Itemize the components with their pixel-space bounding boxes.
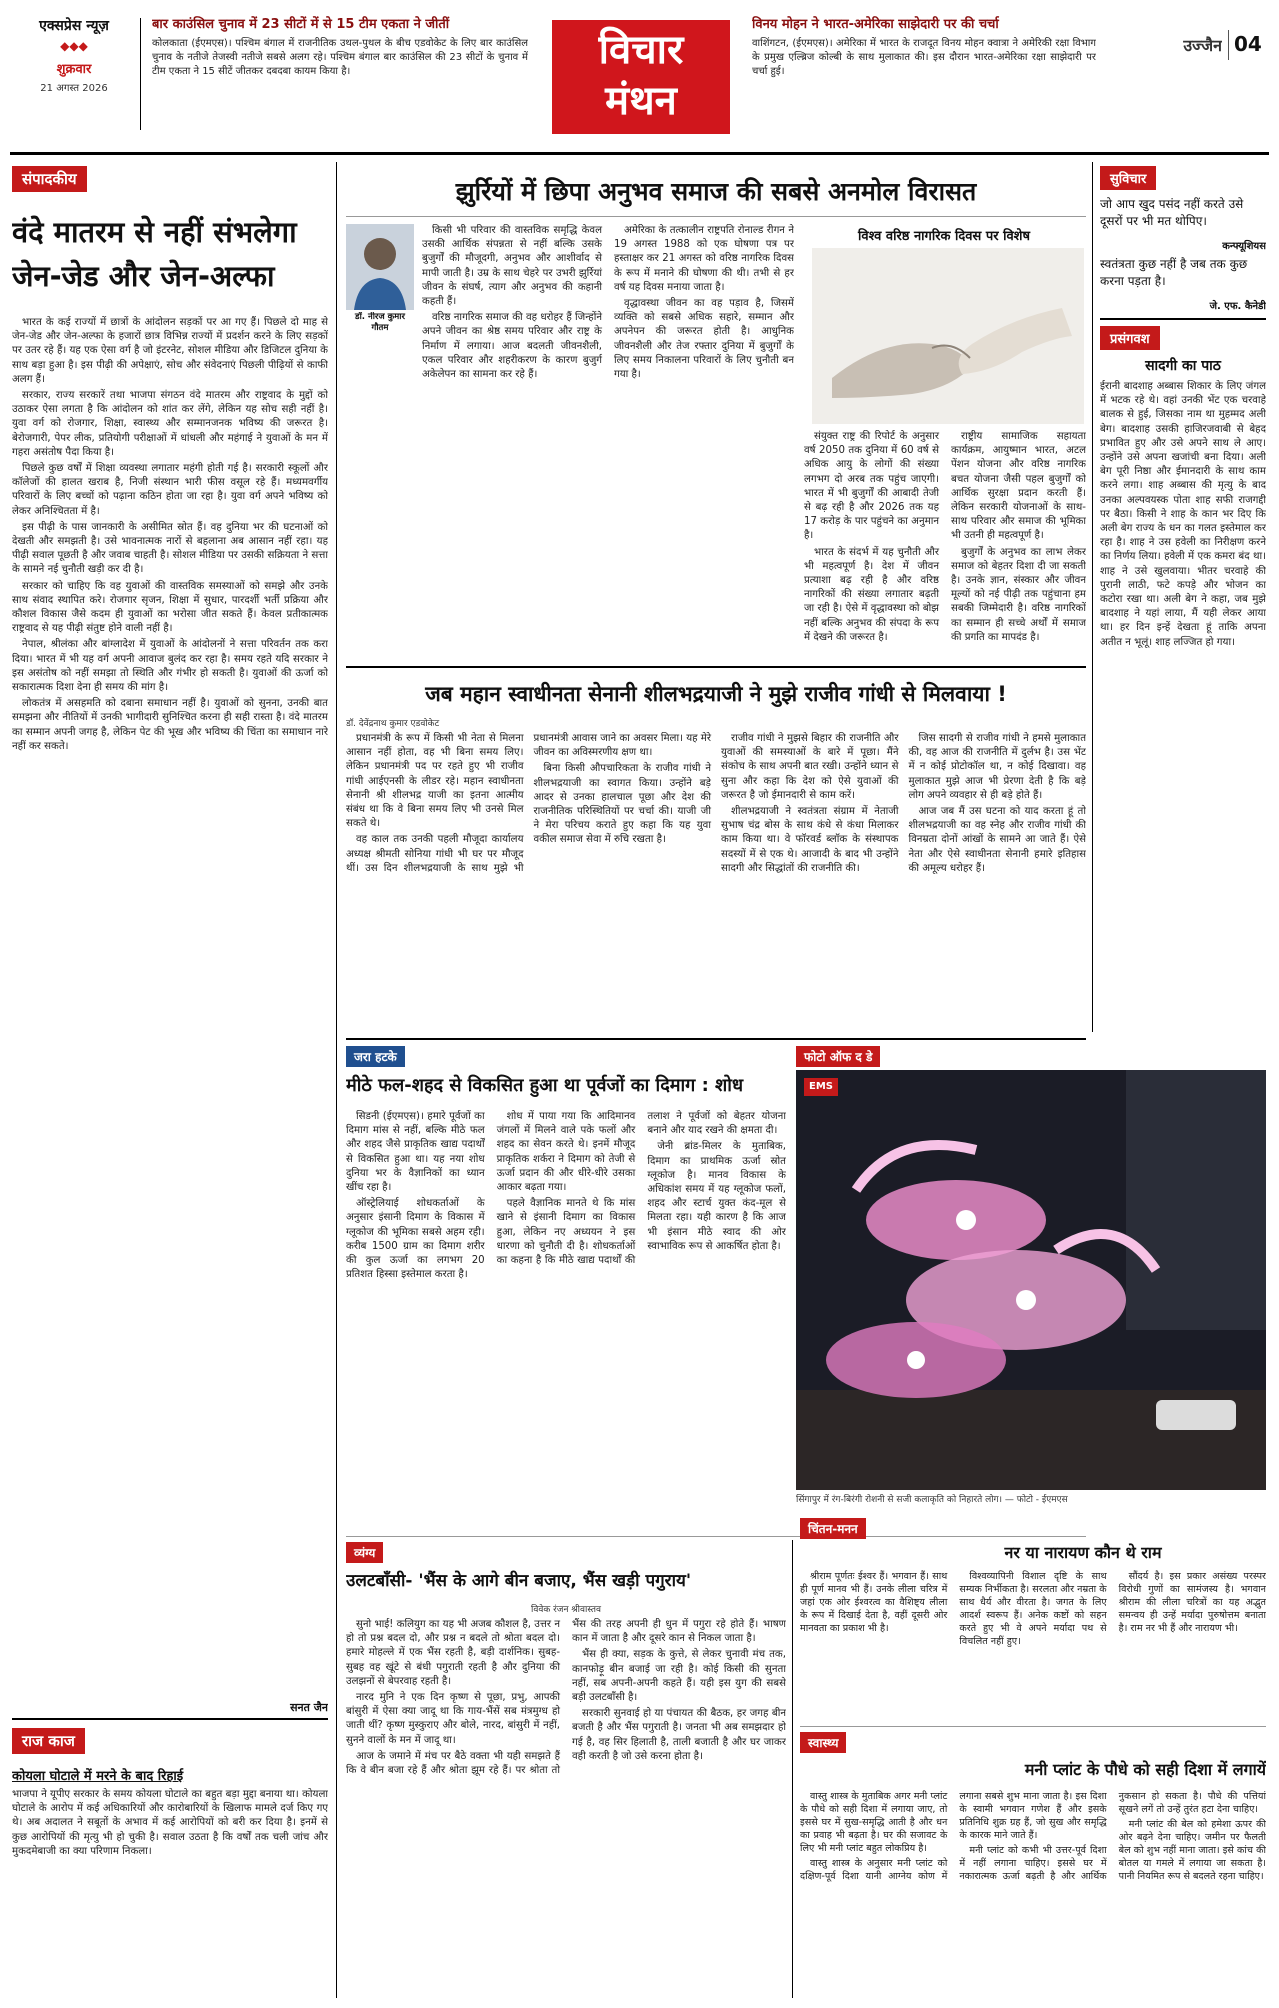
swasthya-paragraph: मनी प्लांट की बेल को हमेशा ऊपर की ओर बढ़ने देना चाहिए। जमीन पर फैलती बेल को शुभ नहीं माना जाता। इसे कांच की बोतल या गमले में लगाया जा सकता है। पानी नियमित रूप से बदलते रहना चाहिए।: [1118, 1819, 1266, 1882]
feature-kicker: विश्व वरिष्ठ नागरिक दिवस पर विशेष: [857, 229, 1031, 244]
editorial-paragraph: सरकार को चाहिए कि वह युवाओं की वास्तविक समस्याओं को समझे और उनके साथ संवाद स्थापित करे। रोजगार सृजन, शिक्षा में सुधार, पारदर्शी भर्ती प्रक्रिया और कौशल विकास जैसे कदम ही युवाओं का भरोसा जीत सकते हैं। केवल प्रतीकात्मक राष्ट्रवाद से यह पीढ़ी संतुष्ट होने वाली नहीं है।: [12, 580, 328, 635]
feature-author-name: डॉ. नीरज कुमार गौतम: [355, 312, 405, 333]
suvichar-author-1: कन्फ्यूशियस: [1222, 241, 1266, 252]
swasthya-headline: मनी प्लांट के पौधे को सही दिशा में लगायें: [1024, 1760, 1266, 1779]
suvichar-quote-2: स्वतंत्रता कुछ नहीं है जब तक कुछ करना पड़ता है।: [1100, 257, 1248, 288]
feature-paragraph: बुजुर्गों के अनुभव का लाभ लेकर समाज को बेहतर दिशा दी जा सकती है। उनके ज्ञान, संस्कार और जीवन मूल्यों को नई पीढ़ी तक पहुंचाना हम सबकी जिम्मेदारी है। वरिष्ठ नागरिकों का सम्मान ही सच्चे अर्थों में समाज की प्रगति का मापदंड है।: [951, 546, 1086, 643]
section-title-line2: मंथन: [605, 78, 677, 124]
second-lead-paragraph: आज जब मैं उस घटना को याद करता हूं तो शीलभद्रयाजी का वह स्नेह और राजीव गांधी की विनम्रता दोनों आंखों के सामने आ जाते हैं। ऐसे नेता और ऐसे स्वाधीनता सेनानी हमारे इतिहास की अमूल्य धरोहर हैं।: [908, 806, 1086, 874]
chintan-headline: नर या नारायण कौन थे राम: [1004, 1543, 1162, 1562]
vyang-tag: व्यंग्य: [346, 1542, 383, 1563]
pink-light-sculpture-illustration-icon: [796, 1070, 1266, 1490]
prasangvash-text: ईरानी बादशाह अब्बास शिकार के लिए जंगल में भटक रहे थे। वहां उनकी भेंट एक चरवाहे बालक से हुई, जिसका नाम था मुहम्मद अली बेग। बादशाह उसकी हाजिरजवाबी से बेहद प्रभावित हुए और उसे अपने साथ ले आए। उन्होंने उसे अपना खजांची बना दिया। अली बेग पूरी निष्ठा और ईमानदारी के साथ काम करने लगा। शाह अब्बास की मृत्यु के बाद उनका अल्पवयस्क पोता शाह सफी राजगद्दी पर बैठा। किसी ने शाह के कान भर दिए कि अली बेग राज्य के धन का गलत इस्तेमाल कर रहा है। शाह ने उस हवेली का निरीक्षण करने का निर्णय लिया। हवेली में एक कमरा बंद था। शाह ने उसे खुलवाया। भीतर चरवाहे की पुरानी लाठी, फटे कपड़े और भोजन का कटोरा रखा था। अली बेग ने कहा, जब मुझे बादशाह ने यहां लाया, मैं यही लेकर आया था। हर दिन इन्हें देखता हूं ताकि अपना अतीत न भूलूं। शाह लज्जित हो गया।: [1100, 381, 1266, 648]
vyang-paragraph: नारद मुनि ने एक दिन कृष्ण से पूछा, प्रभु, आपकी बांसुरी में ऐसा क्या जादू था कि गाय-भैंसें सब मंत्रमुग्ध हो जाती थीं? कृष्ण मुस्कुराए और बोले, नारद, बांसुरी में नहीं, सुनने वालों के मन में जादू था।: [346, 1692, 560, 1746]
brief-left-title: बार काउंसिल चुनाव में 23 सीटों में से 15 टीम एकता ने जीतीं: [152, 17, 450, 32]
second-lead-headline: जब महान स्वाधीनता सेनानी शीलभद्रयाजी ने मुझे राजीव गांधी से मिलवाया !: [425, 682, 1007, 706]
city-label: उज्जैन: [1183, 36, 1222, 55]
chintan-paragraph: सौंदर्य है। इस प्रकार असंख्य परस्पर विरोधी गुणों का सामंजस्य है। भगवान श्रीराम की लीला चरित्रों का यह अद्भुत समन्वय ही उन्हें मर्यादा पुरुषोत्तम बनाता है। राम नर भी हैं और नारायण भी।: [1118, 1571, 1266, 1634]
section-title-line1: विचार: [598, 27, 684, 73]
editorial-headline: वंदे मातरम से नहीं संभलेगा जेन-जेड और जेन-अल्फा: [12, 215, 297, 293]
feature-paragraph: किसी भी परिवार की वास्तविक समृद्धि केवल उसकी आर्थिक संपन्नता से नहीं बल्कि उसके बुजुर्गों की मौजूदगी, अनुभव और आशीर्वाद से मापी जाती है। उम्र के साथ चेहरे पर उभरी झुर्रियां जीवन के संघर्ष, त्याग और अनुभव की कहानी कहती हैं।: [422, 225, 602, 308]
vyang-headline: उलटबाँसी- 'भैंस के आगे बीन बजाए, भैंस खड़ी पगुराय': [346, 1571, 692, 1591]
editorial-tag: संपादकीय: [12, 166, 87, 192]
masthead-ornament-icon: ◆◆◆: [60, 39, 88, 53]
person-silhouette-icon: [346, 224, 414, 310]
feature-paragraph: अमेरिका के तत्कालीन राष्ट्रपति रोनाल्ड रीगन ने 19 अगस्त 1988 को एक घोषणा पत्र पर हस्ताक्षर कर 21 अगस्त को वरिष्ठ नागरिक दिवस के रूप में मनाने की घोषणा की थी। तभी से हर वर्ष यह दिवस मनाया जाता है।: [614, 225, 794, 293]
jara-hatke-paragraph: ऑस्ट्रेलियाई शोधकर्ताओं के अनुसार इंसानी दिमाग के विकास में ग्लूकोज की भूमिका सबसे अहम रही। करीब 1500 ग्राम का दिमाग शरीर की कुल ऊर्जा का लगभग 20 प्रतिशत हिस्सा इस्तेमाल करता है।: [346, 1198, 485, 1281]
brief-left-text: कोलकाता (ईएमएस)। पश्चिम बंगाल में राजनीतिक उथल-पुथल के बीच एडवोकेट के लिए बार काउंसिल चुनाव के नतीजे तेजस्वी नतीजे सबसे अलग रहे। पश्चिम बंगाल बार काउंसिल की 23 सीटों के चुनाव में टीम एकता ने 15 सीटें जीतकर दबदबा कायम किया है।: [152, 38, 528, 77]
chintan-body: [800, 1570, 1266, 1720]
swasthya-tag: स्वास्थ्य: [800, 1732, 846, 1753]
editorial-author: सनत जैन: [290, 1701, 328, 1714]
masthead: [0, 0, 1279, 150]
jara-hatke-headline: मीठे फल-शहद से विकसित हुआ था पूर्वजों का दिमाग : शोध: [346, 1075, 744, 1096]
section-title-box: [552, 20, 730, 134]
photo-of-day-caption: सिंगापुर में रंग-बिरंगी रोशनी से सजी कलाकृति को निहारते लोग। — फोटो - ईएमएस: [796, 1495, 1068, 1505]
vyang-body: [346, 1618, 786, 1998]
second-lead-paragraph: बिना किसी औपचारिकता के राजीव गांधी ने शीलभद्रयाजी का स्वागत किया। उन्होंने बड़े आदर से उनका हालचाल पूछा और देश की राजनीतिक परिस्थितियों पर चर्चा की। याजी जी ने मेरा परिचय कराते हुए कहा कि यह युवा वकील समाज सेवा में रुचि रखता है।: [533, 763, 711, 846]
prasangvash-title: सादगी का पाठ: [1145, 358, 1221, 374]
photo-of-day-tag: फोटो ऑफ द डे: [796, 1046, 880, 1067]
jara-hatke-paragraph: शोध में पाया गया कि आदिमानव जंगलों में मिलने वाले पके फलों और शहद का सेवन करते थे। इनमें मौजूद प्राकृतिक शर्करा ने दिमाग को तेजी से ऊर्जा प्रदान की और धीरे-धीरे उसका आकार बढ़ता गया।: [496, 1111, 636, 1194]
jara-hatke-paragraph: पहले वैज्ञानिक मानते थे कि मांस खाने से इंसानी दिमाग का विकास हुआ, लेकिन नए अध्ययन ने इस धारणा को चुनौती दी है। शोधकर्ताओं का कहना है कि मीठे खाद्य पदार्थों की तलाश ने पूर्वजों को बेहतर योजना बनाने और याद रखने की क्षमता दी।: [496, 1111, 786, 1267]
vyang-paragraph: सरकारी सुनवाई हो या पंचायत की बैठक, हर जगह बीन बजती है और भैंस पगुराती है। जनता भी अब समझदार हो गई है, वह सिर हिलाती है, ताली बजाती है और घर जाकर वही करती है जो उसे करना होता है।: [572, 1708, 786, 1762]
editorial-paragraph: पिछले कुछ वर्षों में शिक्षा व्यवस्था लगातार महंगी होती गई है। सरकारी स्कूलों और कॉलेजों की हालत खराब है, निजी संस्थान भारी फीस वसूल रहे हैं। मध्यमवर्गीय परिवारों के लिए बच्चों को पढ़ाना कठिन होता जा रहा है। युवा वर्ग अपने भविष्य को लेकर अनिश्चितता में है।: [12, 463, 328, 517]
second-lead-paragraph: प्रधानमंत्री के रूप में किसी भी नेता से मिलना आसान नहीं होता, वह भी बिना समय लिए। लेकिन प्रधानमंत्री पद पर रहते हुए भी राजीव गांधी आईएनसी के लीडर रहे। महान स्वाधीनता सेनानी श्री शीलभद्र याजी का इतना आत्मीय संबंध था कि वे बिना समय लिए भी उनसे मिल सकते थे।: [346, 733, 524, 830]
prasangvash-tag: प्रसंगवश: [1100, 326, 1160, 350]
suvichar-tag: सुविचार: [1100, 166, 1156, 190]
masthead-date: 21 अगस्त 2026: [40, 83, 108, 94]
vyang-paragraph: भैंस ही क्या, सड़क के कुत्ते, से लेकर चुनावी मंच तक, कानफोड़ू बीन बजाई जा रही है। कोई किसी की सुनता नहीं, सब अपनी-अपनी कहते हैं। यही इस युग की सबसे बड़ी उलटबाँसी है।: [572, 1649, 786, 1704]
brief-right-title: विनय मोहन ने भारत-अमेरिका साझेदारी पर की चर्चा: [752, 17, 999, 32]
raj-kaaj-title: कोयला घोटाले में मरने के बाद रिहाई: [12, 1769, 184, 1784]
jara-hatke-body: [346, 1110, 786, 1530]
feature-paragraph: संयुक्त राष्ट्र की रिपोर्ट के अनुसार वर्ष 2050 तक दुनिया में 60 वर्ष से अधिक आयु के लोगों की संख्या लगभग दो अरब तक पहुंच जाएगी। भारत में भी बुजुर्गों की आबादी तेजी से बढ़ रही है और 2026 तक यह 17 करोड़ के पार पहुंचने का अनुमान है।: [804, 431, 939, 542]
photo-of-day-image: [796, 1070, 1266, 1490]
brief-right-text: वाशिंगटन, (ईएमएस)। अमेरिका में भारत के राजदूत विनय मोहन क्वात्रा ने अमेरिकी रक्षा विभाग के प्रमुख एल्ब्रिज कोल्बी के साथ मुलाकात की। इस दौरान भारत-अमेरिका रक्षा साझेदारी पर चर्चा हुई।: [752, 38, 1096, 77]
feature-paragraph: वरिष्ठ नागरिक समाज की वह धरोहर हैं जिन्होंने अपने जीवन का श्रेष्ठ समय परिवार और राष्ट्र के निर्माण में लगाया। आज बदलती जीवनशैली, एकल परिवार और शहरीकरण के कारण बुजुर्ग अकेलेपन का सामना कर रहे हैं।: [422, 312, 602, 381]
swasthya-body: [800, 1790, 1266, 2000]
editorial-paragraph: इस पीढ़ी के पास जानकारी के असीमित स्रोत हैं। वह दुनिया भर की घटनाओं को देखती और समझती है। उसे भावनात्मक नारों से बहलाना अब आसान नहीं रहा। यह पीढ़ी सवाल पूछती है और जवाब चाहती है। सोशल मीडिया पर उसकी सक्रियता ने सत्ता के सामने नई चुनौती खड़ी कर दी है।: [12, 521, 328, 576]
swasthya-paragraph: वास्तु शास्त्र के अनुसार मनी प्लांट को दक्षिण-पूर्व दिशा यानी आग्नेय कोण में लगाना सबसे शुभ माना जाता है। इस दिशा के स्वामी भगवान गणेश हैं और इसके प्रतिनिधि शुक्र ग्रह हैं, जो सुख और समृद्धि के कारक माने जाते हैं।: [800, 1791, 1107, 1882]
feature-paragraph: वृद्धावस्था जीवन का वह पड़ाव है, जिसमें व्यक्ति को सबसे अधिक सहारे, सम्मान और अपनेपन की जरूरत होती है। आधुनिक जीवनशैली और तेज रफ्तार दुनिया में बुजुर्गों के लिए समय निकालना परिवारों के लिए चुनौती बन गया है।: [614, 298, 794, 381]
editorial-paragraph: भारत के कई राज्यों में छात्रों के आंदोलन सड़कों पर आ गए हैं। पिछले दो माह से जेन-जेड और जेन-अल्फा के हजारों छात्र विभिन्न राज्यों में प्रदर्शन करने के लिए सड़कों पर उतर रहे हैं। यह एक ऐसा वर्ग है जो इंटरनेट, सोशल मीडिया और डिजिटल दुनिया के साथ बड़ा हुआ है। इस पीढ़ी की अपेक्षाएं, सोच और संवेदनाएं पिछली पीढ़ियों से काफी अलग हैं।: [12, 317, 328, 385]
second-lead-paragraph: राजीव गांधी ने मुझसे बिहार की राजनीति और युवाओं की समस्याओं के बारे में पूछा। मैंने संकोच के साथ अपनी बात रखी। उन्होंने ध्यान से सुना और कहा कि देश को ऐसे युवाओं की जरूरत है जो ईमानदारी से काम करें।: [721, 733, 899, 801]
second-lead-paragraph: वह काल तक उनकी पहली मौजूदा कार्यालय अध्यक्ष श्रीमती सोनिया गांधी भी घर पर मौजूद थीं। उस दिन शीलभद्रयाजी के साथ मुझे भी प्रधानमंत्री आवास जाने का अवसर मिला। यह मेरे जीवन का अविस्मरणीय क्षण था।: [346, 733, 712, 874]
suvichar-author-2: जे. एफ. कैनेडी: [1209, 301, 1266, 312]
second-lead-paragraph: शीलभद्रयाजी ने स्वतंत्रता संग्राम में नेताजी सुभाष चंद्र बोस के साथ कंधे से कंधा मिलाकर काम किया था। वे फॉरवर्ड ब्लॉक के संस्थापक सदस्यों में से एक थे। आजादी के बाद भी उन्होंने सादगी और सिद्धांतों की राजनीति की।: [721, 806, 899, 874]
feature-paragraph: राष्ट्रीय सामाजिक सहायता कार्यक्रम, आयुष्मान भारत, अटल पेंशन योजना और वरिष्ठ नागरिक बचत योजना जैसी पहल बुजुर्गों को आर्थिक सुरक्षा प्रदान करती हैं। लेकिन सरकारी योजनाओं के साथ-साथ परिवार और समाज की भूमिका भी उतनी ही महत्वपूर्ण है।: [951, 431, 1086, 542]
chintan-paragraph: विश्वव्यापिनी विशाल दृष्टि के साथ सम्यक निर्भीकता है। सरलता और नम्रता के साथ धैर्य और वीरता है। जगत के लिए आदर्श स्वरूप हैं। अनेक कष्टों को सहन करते हुए भी वे अपने मर्यादा पथ से विचलित नहीं हुए।: [959, 1571, 1107, 1647]
feature-author-photo: [346, 224, 414, 310]
chintan-paragraph: श्रीराम पूर्णतः ईश्वर हैं। भगवान हैं। साथ ही पूर्ण मानव भी हैं। उनके लीला चरित्र में जहां एक ओर ईश्वरत्व का वैशिष्ट्य लीला के रूप में दिखाई देता है, वहीं दूसरी ओर मानवता का प्रकाश भी है।: [800, 1571, 948, 1634]
jara-hatke-paragraph: जेनी ब्रांड-मिलर के मुताबिक, दिमाग का प्राथमिक ऊर्जा स्रोत ग्लूकोज है। मानव विकास के अधिकांश समय में यह ग्लूकोज फलों, शहद और स्टार्च युक्त कंद-मूल से मिलता रहा। यही कारण है कि आज भी इंसान मीठे स्वाद की ओर स्वाभाविक रूप से आकर्षित होता है।: [647, 1141, 786, 1252]
feature-headline: झुर्रियों में छिपा अनुभव समाज की सबसे अनमोल विरासत: [455, 177, 977, 206]
editorial-paragraph: नेपाल, श्रीलंका और बांग्लादेश में युवाओं के आंदोलनों ने सत्ता परिवर्तन तक करा दिया। भारत में भी यह वर्ग अपनी आवाज बुलंद कर रहा है। समय रहते यदि सरकार ने इस असंतोष को नहीं समझा तो स्थिति और गंभीर हो सकती है। युवाओं की ऊर्जा को सकारात्मक दिशा देना ही समय की मांग है।: [12, 639, 328, 694]
vyang-paragraph: आज के जमाने में मंच पर बैठे वक्ता भी यही समझते हैं कि वे बीन बजा रहे हैं और श्रोता झूम रहे हैं। पर श्रोता तो भैंस की तरह अपनी ही धुन में पगुरा रहे होते हैं। भाषण कान में जाता है और दूसरे कान से निकल जाता है।: [346, 1619, 786, 1777]
photo-watermark: EMS: [804, 1078, 838, 1096]
second-lead-byline: डॉ. देवेंद्रनाथ कुमार एडवोकेट: [346, 719, 440, 729]
feature-image-hands: [812, 248, 1084, 424]
vyang-paragraph: सुनो भाई! कलियुग का यह भी अजब कौशल है, उत्तर न हो तो प्रश्न बदल दो, और प्रश्न न बदले तो श्रोता बदल दो। हमारे मोहल्ले में एक भैंस रहती है, बड़ी दार्शनिक। सुबह-सुबह वह खूंटे से बंधी पगुराती रहती है और दुनिया की उलझनों से बेपरवाह रहती है।: [346, 1619, 560, 1687]
swasthya-paragraph: वास्तु शास्त्र के मुताबिक अगर मनी प्लांट के पौधे को सही दिशा में लगाया जाए, तो इससे घर में सुख-समृद्धि आती है और धन का प्रवाह भी बढ़ता है। घर की सजावट के लिए भी मनी प्लांट बहुत लोकप्रिय है।: [800, 1791, 948, 1854]
masthead-brief-right: [752, 16, 1096, 136]
feature-body-right: [804, 430, 1086, 654]
second-lead-body: [346, 732, 1086, 1032]
feature-paragraph: भारत के संदर्भ में यह चुनौती और भी महत्वपूर्ण है। देश में जीवन प्रत्याशा बढ़ रही है और वरिष्ठ नागरिकों की संख्या लगातार बढ़ती जा रही है। ऐसे में वृद्धावस्था को बोझ नहीं बल्कि अनुभव की संपदा के रूप में देखने की जरूरत है।: [804, 546, 939, 643]
vyang-byline: विवेक रंजन श्रीवास्तव: [530, 1605, 601, 1615]
chintan-tag: चिंतन-मनन: [800, 1518, 866, 1539]
page-number: 04: [1234, 32, 1262, 56]
second-lead-paragraph: जिस सादगी से राजीव गांधी ने हमसे मुलाकात की, वह आज की राजनीति में दुर्लभ है। उस भेंट में न कोई प्रोटोकॉल था, न कोई दिखावा। वह मुलाकात मुझे आज भी प्रेरणा देती है कि बड़े लोग अपने व्यवहार से ही बड़े होते हैं।: [908, 733, 1086, 801]
jara-hatke-paragraph: सिडनी (ईएमएस)। हमारे पूर्वजों का दिमाग मांस से नहीं, बल्कि मीठे फल और शहद जैसे प्राकृतिक खाद्य पदार्थों से विकसित हुआ था। यह नया शोध दुनिया भर के वैज्ञानिकों का ध्यान खींच रहा है।: [346, 1111, 485, 1194]
feature-body-left: [422, 224, 794, 654]
masthead-brief-left: [152, 16, 528, 136]
swasthya-paragraph: मनी प्लांट को कभी भी उत्तर-पूर्व दिशा में नहीं लगाना चाहिए। इससे घर में नकारात्मक ऊर्जा बढ़ती है और आर्थिक नुकसान हो सकता है। पौधे की पत्तियां सूखने लगें तो उन्हें तुरंत हटा देना चाहिए।: [959, 1791, 1266, 1882]
holding-hands-illustration-icon: [812, 248, 1084, 424]
masthead-logo-block: [14, 16, 134, 128]
raj-kaaj-text: भाजपा ने यूपीए सरकार के समय कोयला घोटाले का बहुत बड़ा मुद्दा बनाया था। कोयला घोटाले के आरोप में कई अधिकारियों और कारोबारियों के खिलाफ मामले दर्ज किए गए थे। अब अदालत ने सबूतों के अभाव में कई आरोपियों को बरी कर दिया है। इनमें से कुछ आरोपियों की मृत्यु भी हो चुकी है। सवाल उठता है कि वर्षों तक चली जांच और मुकदमेबाजी का क्या परिणाम निकला।: [12, 1789, 328, 1857]
editorial-paragraph: लोकतंत्र में असहमति को दबाना समाधान नहीं है। युवाओं को सुनना, उनकी बात समझना और नीतियों में उनकी भागीदारी सुनिश्चित करना ही सही रास्ता है। वंदे मातरम का सम्मान अपनी जगह है, लेकिन पेट की भूख और भविष्य की चिंता का समाधान नारे नहीं कर सकते।: [12, 698, 328, 752]
jara-hatke-tag: जरा हटके: [346, 1046, 405, 1067]
editorial-paragraph: सरकार, राज्य सरकारें तथा भाजपा संगठन वंदे मातरम और राष्ट्रवाद के मुद्दों को उठाकर ऐसा लगता है कि आंदोलन को शांत कर लेंगे, लेकिन यह सोच सही नहीं है। युवा वर्ग को रोजगार, शिक्षा, स्वास्थ्य और सम्मानजनक भविष्य की जरूरत है। बेरोजगारी, पेपर लीक, प्रतियोगी परीक्षाओं में धांधली और महंगाई ने युवाओं के मन में गहरा असंतोष पैदा किया है।: [12, 390, 328, 458]
editorial-body: [12, 316, 328, 1696]
masthead-day: शुक्रवार: [56, 62, 92, 77]
suvichar-quote-1: जो आप खुद पसंद नहीं करते उसे दूसरों पर भी मत थोपिए।: [1100, 197, 1244, 228]
paper-name: एक्सप्रेस न्यूज़: [39, 18, 109, 34]
raj-kaaj-tag: राज काज: [12, 1728, 85, 1754]
